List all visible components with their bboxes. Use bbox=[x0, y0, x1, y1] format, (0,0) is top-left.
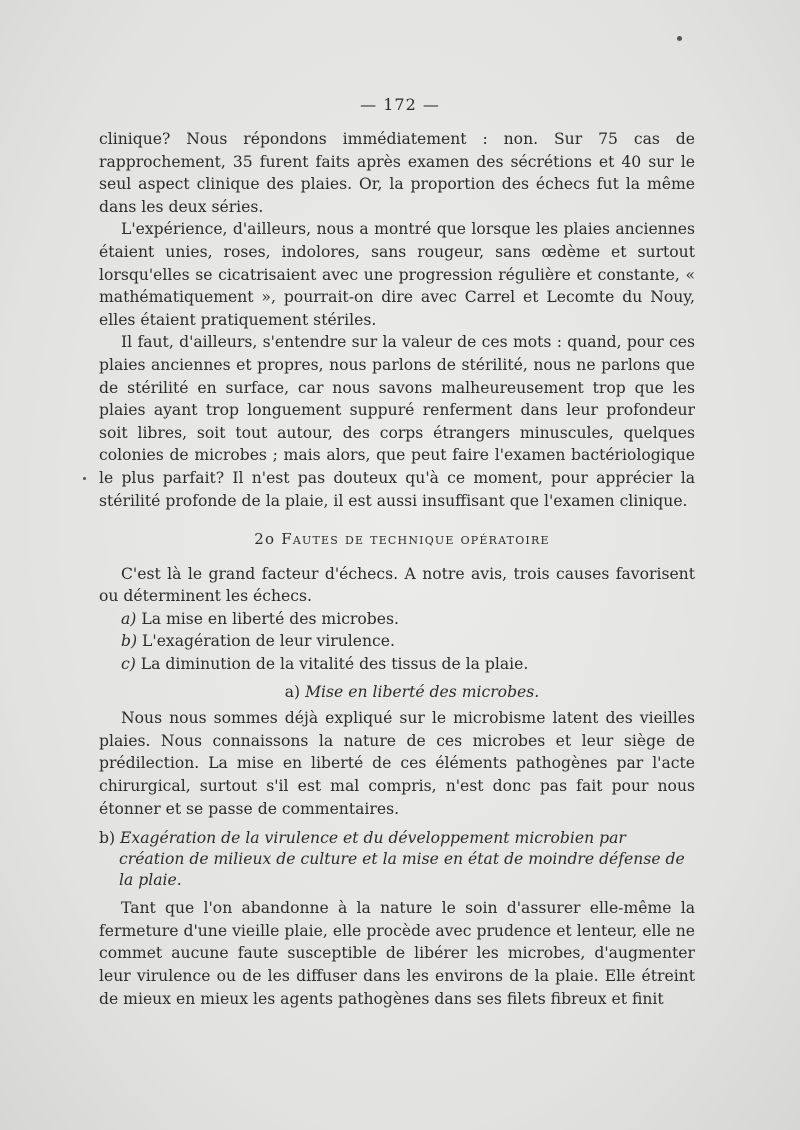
list-item: a) La mise en liberté des microbes. bbox=[121, 609, 399, 628]
page-number: — 172 — bbox=[360, 95, 440, 114]
paragraph-1: clinique? Nous répondons immédiatement : non. Sur 75 cas de rapprochement, 35 furent faits après examen des sécrétions et 40 sur le seul aspect clinique des plaies. Or, la proportion des échecs fut la même dans les deux séries. bbox=[99, 130, 695, 216]
page-speck bbox=[83, 477, 86, 480]
paragraph-2: L'expérience, d'ailleurs, nous a montré que lorsque les plaies anciennes étaient unies, roses, indolores, sans rougeur, sans œdème et surtout lorsqu'elles se cicatrisaient avec une progression régulière et constante, « mathématiquement », pourrait-on dire avec Carrel et Lecomte du Nouy, elles étaient pratiquement stériles. bbox=[99, 220, 695, 329]
list-item: b) L'exagération de leur virulence. bbox=[121, 632, 395, 651]
paragraph-3: Il faut, d'ailleurs, s'entendre sur la valeur de ces mots : quand, pour ces plaies anciennes et propres, nous parlons de stérilité, nous ne parlons que de stérilité en surface, car nous savons malheureusement trop que les plaies ayant trop longuement suppuré renferment dans leur profondeur soit libres, soit tout autour, des corps étrangers minuscules, quelques colonies de microbes ; mais alors, que peut faire l'examen bactériologique le plus parfait? Il n'est pas douteux qu'à ce moment, pour apprécier la stérilité profonde de la plaie, il est aussi insuffisant que l'examen clinique. bbox=[99, 333, 695, 510]
section-number: 2o bbox=[254, 530, 276, 549]
section-heading: Fautes de technique opératoire bbox=[281, 530, 550, 549]
subheading-b: b) Exagération de la virulence et du développement microbien par création de milieux de culture et la mise en état de moindre défense de la plaie. bbox=[99, 829, 685, 890]
subheading-a: a) Mise en liberté des microbes. bbox=[284, 682, 540, 701]
paragraph-5: Nous nous sommes déjà expliqué sur le microbisme latent des vieilles plaies. Nous connaissons la nature de ces microbes et leur siège de prédilection. La mise en liberté de ces éléments pathogènes par l'acte chirurgical, surtout s'il est mal compris, n'est donc pas fait pour nous étonner et se passe de commentaires. bbox=[99, 709, 695, 818]
list-item: c) La diminution de la vitalité des tissus de la plaie. bbox=[121, 655, 529, 674]
page-speck bbox=[677, 36, 682, 41]
paragraph-4: C'est là le grand facteur d'échecs. A notre avis, trois causes favorisent ou déterminent les échecs. bbox=[99, 564, 695, 606]
paragraph-6: Tant que l'on abandonne à la nature le soin d'assurer elle-même la fermeture d'une vieille plaie, elle procède avec prudence et lenteur, elle ne commet aucune faute susceptible de libérer les microbes, d'augmenter leur virulence ou de les diffuser dans les environs de la plaie. Elle étreint de mieux en mieux les agents pathogènes dans ses filets fibreux et finit bbox=[99, 899, 695, 1008]
page-body bbox=[99, 128, 695, 1010]
section-title bbox=[99, 528, 695, 551]
